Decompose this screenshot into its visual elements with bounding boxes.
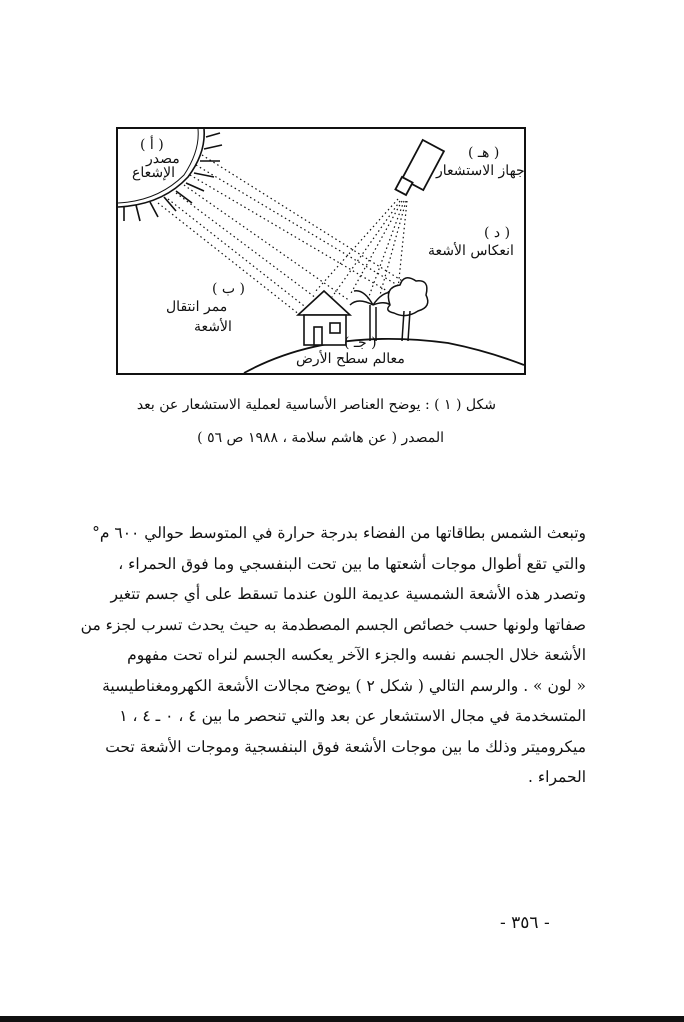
body-line: وتصدر هذه الأشعة الشمسية عديمة اللون عندما تسقط على أي جسم تتغير	[110, 585, 586, 603]
body-line: « لون » . والرسم التالي ( شكل ٢ ) يوضح مجالات الأشعة الكهرومغناطيسية	[102, 676, 586, 695]
body-line: والتي تقع أطوال موجات أشعتها ما بين تحت البنفسجي وما فوق الحمراء ،	[118, 554, 586, 573]
scan-bottom-edge	[0, 1016, 684, 1022]
label-j-letter: ( جـ )	[344, 335, 377, 351]
label-d-text: انعكاس الأشعة	[428, 243, 514, 259]
label-a-text-1: مصدر	[146, 151, 180, 167]
label-h-letter: ( هـ )	[468, 145, 500, 161]
figure-caption-source: المصدر ( عن هاشم سلامة ، ١٩٨٨ ص ٥٦ )	[197, 430, 444, 446]
house-icon	[298, 291, 350, 345]
label-j-text: معالم سطح الأرض	[296, 351, 405, 367]
reflected-radiation-rays	[314, 199, 407, 299]
body-line: الحمراء .	[528, 768, 586, 786]
label-b-letter: ( ب )	[212, 281, 246, 297]
figure-1	[116, 127, 526, 375]
incoming-radiation-rays	[158, 155, 412, 315]
label-h-text: جهاز الاستشعار	[436, 163, 525, 179]
body-line: ميكروميتر وذلك ما بين موجات الأشعة فوق البنفسجية وموجات الأشعة تحت	[105, 737, 586, 756]
body-line: وتبعث الشمس بطاقاتها من الفضاء بدرجة حرارة في المتوسط حوالي ٦٠٠ م°	[92, 524, 586, 542]
body-line: المتسخدمة في مجال الاستشعار عن بعد والتي تنحصر ما بين ٤ ، ٠ ـ ٤ ، ١	[119, 707, 586, 725]
page-number: - ٣٥٦ -	[500, 913, 550, 933]
figure-caption-title: شكل ( ١ ) : يوضح العناصر الأساسية لعملية الاستشعار عن بعد	[136, 397, 496, 413]
tree-icon	[388, 278, 428, 341]
label-a-letter: ( أ )	[140, 137, 164, 153]
label-b-text-1: ممر انتقال	[166, 299, 228, 315]
body-line: الأشعة خلال الجسم نفسه والجزء الآخر يعكسه الجسم لنراه تحت مفهوم	[127, 646, 586, 664]
label-b-text-2: الأشعة	[194, 319, 232, 335]
label-d-letter: ( د )	[484, 225, 511, 241]
body-line: صفاتها ولونها حسب خصائص الجسم المصطدمة به حيث يحدث تسرب لجزء من	[80, 615, 586, 634]
body-paragraph	[74, 518, 586, 793]
label-a-text-2: الإشعاع	[132, 165, 175, 181]
